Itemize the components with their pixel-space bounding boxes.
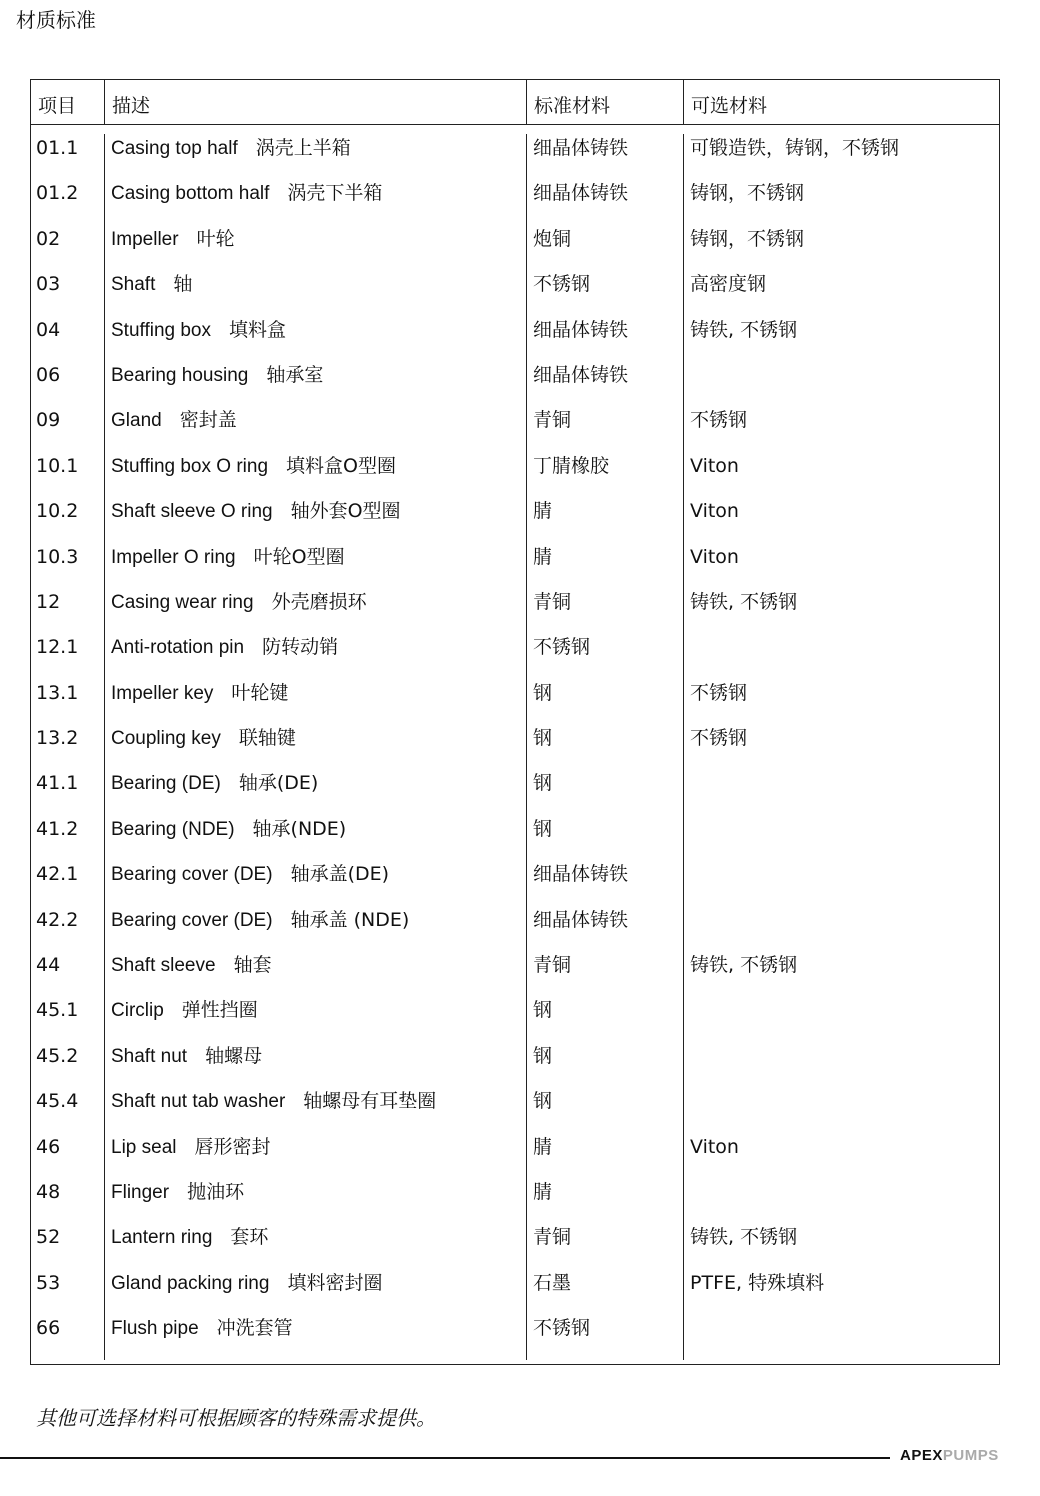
standard-material-cell: 钢 — [533, 772, 553, 795]
item-number-cell: 13.2 — [36, 727, 79, 750]
item-number-cell: 01.2 — [36, 182, 79, 205]
description-chinese: 轴外套O型圈 — [290, 500, 401, 523]
description-english: Gland — [111, 410, 162, 432]
description-chinese: 抛油环 — [187, 1180, 245, 1203]
item-number-cell: 04 — [36, 318, 61, 341]
description-english: Shaft sleeve — [111, 955, 216, 977]
header-optional-material: 可选材料 — [691, 95, 768, 117]
description-cell — [105, 406, 526, 451]
item-number-cell: 06 — [36, 363, 61, 386]
table-body — [31, 125, 999, 1364]
optional-material-cell — [684, 860, 999, 905]
description-column — [105, 134, 527, 1360]
item-number-cell: 10.2 — [36, 500, 79, 523]
description-english: Shaft nut — [111, 1045, 188, 1067]
optional-material-cell: 可锻造铁，铸钢，不锈钢 — [690, 137, 900, 159]
description-cell — [105, 179, 526, 224]
optional-material-cell: 不锈钢 — [690, 409, 748, 432]
optional-material-cell — [684, 815, 999, 860]
item-number-cell: 10.1 — [36, 454, 79, 477]
description-chinese: 联轴键 — [238, 727, 296, 750]
item-number-cell: 02 — [36, 227, 61, 250]
description-chinese: 轴螺母 — [205, 1044, 263, 1067]
header-standard-material: 标准材料 — [527, 80, 684, 124]
description-chinese: 轴承(DE) — [238, 772, 319, 795]
optional-material-cell: 铸铁, 不锈钢 — [690, 1226, 798, 1249]
standard-material-cell: 腈 — [533, 1135, 553, 1158]
description-chinese: 唇形密封 — [194, 1135, 271, 1158]
standard-material-cell: 细晶体铸铁 — [533, 908, 629, 931]
description-chinese: 叶轮键 — [231, 681, 289, 704]
description-cell — [105, 543, 526, 588]
description-chinese: 涡壳上半箱 — [255, 137, 351, 159]
description-english: Shaft sleeve O ring — [111, 501, 273, 523]
logo-pumps: PUMPS — [942, 1447, 999, 1464]
optional-material-column — [684, 134, 999, 1360]
description-english: Coupling key — [111, 728, 221, 750]
description-english: Flush pipe — [111, 1318, 199, 1340]
description-chinese: 涡壳下半箱 — [287, 182, 383, 205]
description-english: Bearing cover (DE) — [111, 909, 273, 931]
standard-material-cell: 青铜 — [533, 1226, 572, 1249]
item-number-cell: 53 — [36, 1271, 61, 1294]
description-chinese: 叶轮 — [196, 227, 235, 250]
header-item: 项目 — [31, 80, 105, 124]
header-description: 描述 — [105, 80, 527, 124]
materials-table — [30, 79, 1000, 1365]
standard-material-cell: 青铜 — [533, 590, 572, 613]
description-cell — [105, 996, 526, 1041]
item-number-cell: 12.1 — [36, 636, 79, 659]
description-cell — [105, 633, 526, 678]
description-english: Bearing cover (DE) — [111, 864, 273, 886]
optional-material-cell — [684, 1042, 999, 1087]
description-english: Flinger — [111, 1181, 170, 1203]
optional-material-cell — [684, 1087, 999, 1132]
description-cell — [105, 270, 526, 315]
item-number-cell: 10.3 — [36, 545, 79, 568]
footer-divider — [0, 1457, 890, 1459]
standard-material-cell: 钢 — [533, 817, 553, 840]
logo-apex: APEX — [900, 1447, 943, 1464]
description-cell — [105, 316, 526, 361]
standard-material-cell: 钢 — [533, 999, 553, 1022]
optional-material-cell — [684, 361, 999, 406]
optional-material-cell: 铸铁, 不锈钢 — [690, 954, 798, 977]
item-number-cell: 45.4 — [36, 1090, 79, 1113]
item-number-cell: 45.1 — [36, 999, 79, 1022]
description-english: Impeller key — [111, 682, 214, 704]
description-english: Stuffing box O ring — [111, 455, 269, 477]
standard-material-cell: 石墨 — [533, 1271, 572, 1294]
description-english: Casing wear ring — [111, 591, 254, 613]
description-cell — [105, 1087, 526, 1132]
description-cell — [105, 1269, 526, 1314]
standard-material-cell: 不锈钢 — [533, 273, 591, 296]
optional-material-cell — [684, 769, 999, 814]
item-number-cell: 09 — [36, 409, 61, 432]
standard-material-cell: 细晶体铸铁 — [533, 137, 629, 159]
description-chinese: 轴 — [173, 273, 193, 296]
description-chinese: 填料盒O型圈 — [286, 454, 396, 477]
description-english: Stuffing box — [111, 319, 212, 341]
item-number-cell: 42.1 — [36, 863, 79, 886]
description-chinese: 冲洗套管 — [216, 1317, 293, 1340]
item-number-cell: 03 — [36, 273, 61, 296]
standard-material-cell: 细晶体铸铁 — [533, 182, 629, 205]
item-number-cell: 42.2 — [36, 908, 79, 931]
page-title: 材质标准 — [16, 8, 96, 32]
description-english: Casing bottom half — [111, 183, 270, 205]
standard-material-cell: 不锈钢 — [533, 636, 591, 659]
description-cell — [105, 815, 526, 860]
optional-material-cell: 高密度钢 — [690, 273, 767, 296]
description-english: Bearing (NDE) — [111, 818, 235, 840]
optional-material-cell: Viton — [690, 500, 739, 523]
item-number-cell: 12 — [36, 590, 61, 613]
optional-material-cell — [684, 633, 999, 678]
description-english: Bearing housing — [111, 364, 249, 386]
description-chinese: 外壳磨损环 — [271, 590, 367, 613]
item-number-cell: 41.2 — [36, 817, 79, 840]
standard-material-cell: 腈 — [533, 500, 553, 523]
description-cell — [105, 679, 526, 724]
description-chinese: 套环 — [230, 1226, 269, 1249]
apex-pumps-logo — [900, 1447, 999, 1464]
description-english: Shaft nut tab washer — [111, 1091, 286, 1113]
description-cell — [105, 225, 526, 270]
description-chinese: 叶轮O型圈 — [253, 545, 345, 568]
standard-material-cell: 青铜 — [533, 409, 572, 432]
standard-material-cell: 炮铜 — [533, 227, 572, 250]
description-english: Gland packing ring — [111, 1272, 270, 1294]
item-number-cell: 66 — [36, 1317, 61, 1340]
standard-material-cell: 腈 — [533, 545, 553, 568]
description-cell — [105, 769, 526, 814]
item-number-cell: 45.2 — [36, 1044, 79, 1067]
optional-material-cell: 铸铁, 不锈钢 — [690, 590, 798, 613]
standard-material-cell: 青铜 — [533, 954, 572, 977]
optional-material-cell: 铸钢，不锈钢 — [690, 182, 805, 205]
optional-material-cell — [684, 1314, 999, 1359]
standard-material-cell: 丁腈橡胶 — [533, 454, 610, 477]
description-chinese: 密封盖 — [179, 409, 237, 432]
description-cell — [105, 1223, 526, 1268]
item-number-cell: 48 — [36, 1180, 61, 1203]
description-cell — [105, 1133, 526, 1178]
optional-material-cell — [684, 1178, 999, 1223]
description-chinese: 轴承盖 (NDE) — [290, 908, 410, 931]
standard-material-cell: 钢 — [533, 681, 553, 704]
description-cell — [105, 497, 526, 542]
standard-material-cell: 腈 — [533, 1180, 553, 1203]
optional-material-cell: 不锈钢 — [690, 681, 748, 704]
description-english: Impeller O ring — [111, 546, 236, 568]
optional-material-cell: Viton — [690, 1135, 739, 1158]
standard-material-cell: 细晶体铸铁 — [533, 863, 629, 886]
description-chinese: 轴螺母有耳垫圈 — [303, 1090, 437, 1113]
description-chinese: 填料盒 — [229, 318, 287, 341]
description-chinese: 轴承室 — [266, 363, 324, 386]
description-cell — [105, 951, 526, 996]
standard-material-cell: 钢 — [533, 1044, 553, 1067]
description-english: Anti-rotation pin — [111, 637, 245, 659]
standard-material-cell: 钢 — [533, 1090, 553, 1113]
standard-material-cell: 不锈钢 — [533, 1317, 591, 1340]
description-cell — [105, 860, 526, 905]
item-number-cell: 41.1 — [36, 772, 79, 795]
item-number-cell: 01.1 — [36, 137, 79, 159]
description-chinese: 轴承(NDE) — [252, 817, 347, 840]
item-number-cell: 46 — [36, 1135, 61, 1158]
description-chinese: 轴承盖(DE) — [290, 863, 390, 886]
description-english: Impeller — [111, 228, 179, 250]
optional-material-cell: Viton — [690, 545, 739, 568]
optional-material-cell: Viton — [690, 454, 739, 477]
description-cell — [105, 906, 526, 951]
description-cell — [105, 452, 526, 497]
description-cell — [105, 1042, 526, 1087]
description-cell — [105, 1178, 526, 1223]
description-chinese: 弹性挡圈 — [181, 999, 258, 1022]
description-english: Casing top half — [111, 138, 238, 159]
description-english: Circlip — [111, 1000, 164, 1022]
description-cell — [105, 1314, 526, 1359]
standard-material-cell: 细晶体铸铁 — [533, 318, 629, 341]
optional-material-cell — [684, 906, 999, 951]
standard-material-cell: 细晶体铸铁 — [533, 363, 629, 386]
item-number-cell: 13.1 — [36, 681, 79, 704]
optional-material-cell: 不锈钢 — [690, 727, 748, 750]
item-number-cell: 44 — [36, 954, 61, 977]
optional-material-cell: 铸钢，不锈钢 — [690, 227, 805, 250]
optional-material-cell: 铸铁, 不锈钢 — [690, 318, 798, 341]
description-chinese: 填料密封圈 — [287, 1271, 383, 1294]
description-cell — [105, 134, 526, 179]
optional-material-cell: PTFE, 特殊填料 — [690, 1271, 825, 1294]
description-english: Lantern ring — [111, 1227, 213, 1249]
description-chinese: 防转动销 — [262, 636, 339, 659]
description-english: Shaft — [111, 274, 156, 296]
description-english: Lip seal — [111, 1136, 177, 1158]
table-header — [31, 80, 999, 125]
item-number-cell: 52 — [36, 1226, 61, 1249]
footnote: 其他可选择材料可根据顾客的特殊需求提供。 — [36, 1406, 436, 1430]
item-column — [31, 134, 105, 1360]
description-cell — [105, 588, 526, 633]
description-english: Bearing (DE) — [111, 773, 221, 795]
description-cell — [105, 724, 526, 769]
standard-material-column — [527, 134, 684, 1360]
description-chinese: 轴套 — [233, 954, 272, 977]
description-cell — [105, 361, 526, 406]
optional-material-cell — [684, 996, 999, 1041]
standard-material-cell: 钢 — [533, 727, 553, 750]
